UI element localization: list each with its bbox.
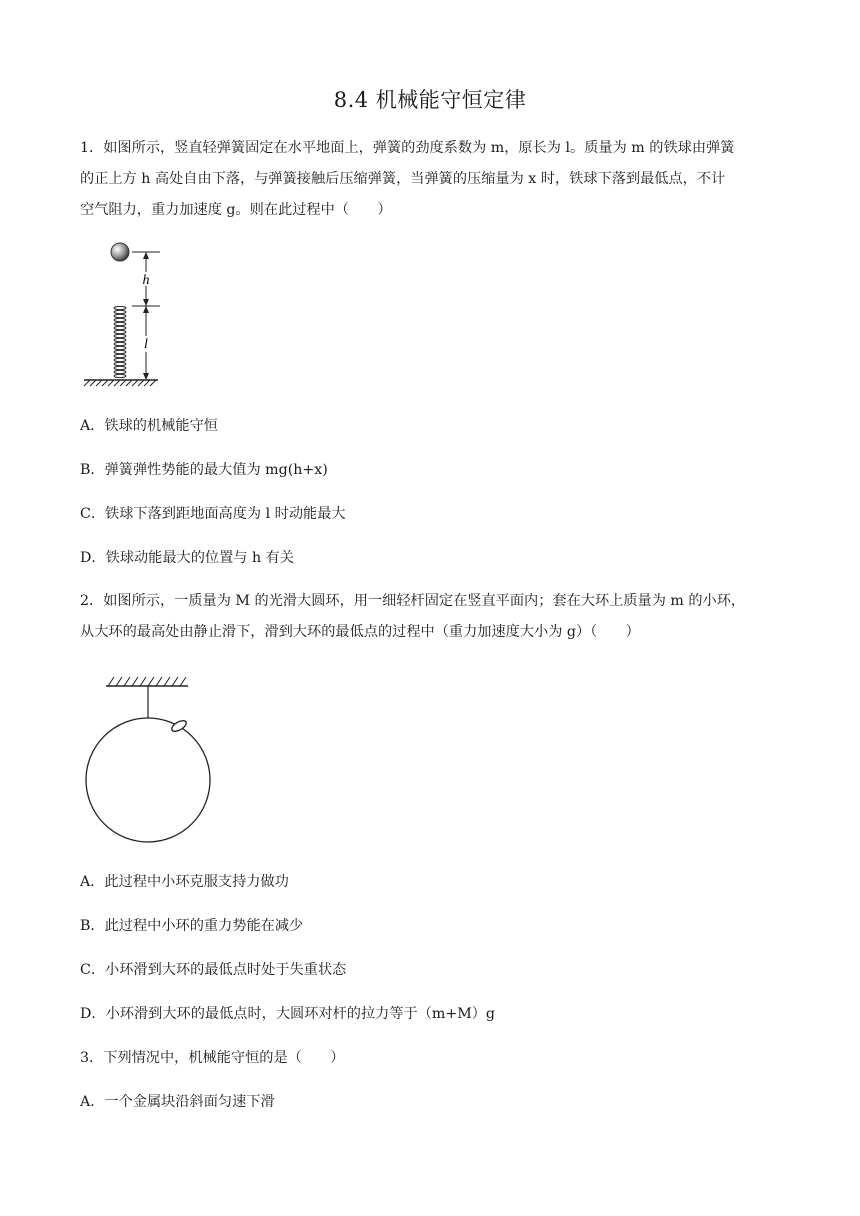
question-2-text [80,586,780,648]
question-2-line-1: 2．如图所示，一质量为 M 的光滑大圆环，用一细轻杆固定在竖直平面内；套在大环上质量为 m 的小环， [80,593,746,609]
q1-option-d: D．铁球动能最大的位置与 h 有关 [80,550,294,566]
question-1-line-2: 的正上方 h 高处自由下落，与弹簧接触后压缩弹簧，当弹簧的压缩量为 x 时，铁球下落到最低点，不计 [80,171,726,187]
q2-option-b: B．此过程中小环的重力势能在减少 [80,918,304,934]
question-1-line-1: 1．如图所示，竖直轻弹簧固定在水平地面上，弹簧的劲度系数为 m，原长为 l。质量为 m 的铁球由弹簧 [80,140,735,156]
q1-option-c: C．铁球下落到距地面高度为 l 时动能最大 [80,506,346,522]
q1-option-b: B．弹簧弹性势能的最大值为 mg(h+x) [80,462,328,478]
ring-figure [80,670,220,850]
spring [114,306,126,377]
ball [111,243,129,261]
spring-ball-figure [80,238,170,396]
page-title: 8.4 机械能守恒定律 [333,88,527,112]
ceiling [106,677,188,686]
ground [84,380,158,386]
label-h: h [142,273,150,288]
question-1-text [80,133,780,226]
q2-option-c: C．小环滑到大环的最低点时处于失重状态 [80,962,347,978]
q2-option-a: A．此过程中小环克服支持力做功 [80,874,289,890]
question-3-text: 3．下列情况中，机械能守恒的是（ ） [80,1050,345,1066]
label-l: l [144,337,148,352]
question-2-line-2: 从大环的最高处由静止滑下，滑到大环的最低点的过程中（重力加速度大小为 g）（ ） [80,624,640,640]
q1-option-a: A．铁球的机械能守恒 [80,418,218,434]
q2-option-d: D．小环滑到大环的最低点时，大圆环对杆的拉力等于（m+M）g [80,1006,496,1022]
question-1-line-3: 空气阻力，重力加速度 g。则在此过程中（ ） [80,202,392,218]
large-ring [86,718,210,842]
q3-option-a: A．一个金属块沿斜面匀速下滑 [80,1094,275,1110]
